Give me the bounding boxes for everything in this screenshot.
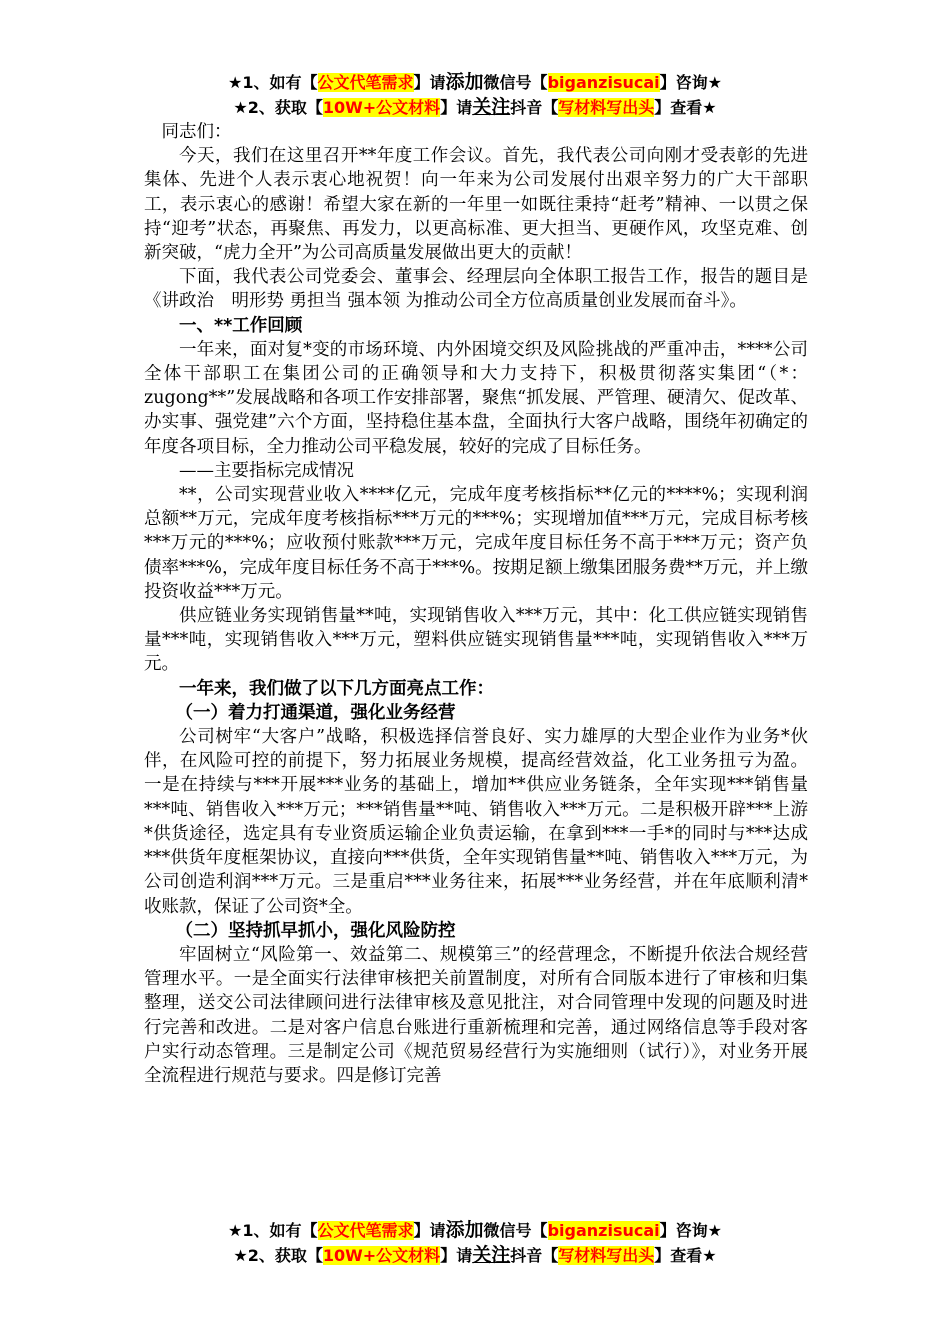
banner-text: 】查看★	[654, 98, 717, 117]
banner-emphasis: 添加	[445, 71, 484, 93]
banner-emphasis: 关注	[472, 96, 511, 118]
banner-text: 】请	[413, 73, 446, 92]
paragraph: 今天，我们在这里召开**年度工作会议。首先，我代表公司向刚才受表彰的先进集体、先进个人表示衷心地祝贺！向一年来为公司发展付出艰辛努力的广大干部职工，表示衷心的感谢！希望大家在新的一年里一如既往秉持“赶考”精神、一以贯之保持“迎考”状态，再聚焦、再发力，以更高标准、更大担当、更硬作风，攻坚克难、创新突破，“虎力全开”为公司高质量发展做出更大的贡献！	[144, 146, 808, 264]
document-body	[144, 120, 808, 1088]
banner-text: ★2、获取【	[233, 98, 323, 117]
bottom-banner-line-1	[0, 1218, 950, 1243]
banner-emphasis: 关注	[472, 1244, 511, 1266]
highlight-wechat-id: biganzisucai	[547, 73, 660, 92]
section-heading: 一年来，我们做了以下几方面亮点工作：	[179, 678, 494, 699]
highlight-ghostwriting: 公文代笔需求	[317, 73, 414, 92]
banner-text: ★2、获取【	[233, 1246, 323, 1265]
banner-text: 】请	[440, 1246, 473, 1265]
paragraph: **，公司实现营业收入****亿元，完成年度考核指标**亿元的****%；实现利润总额**万元，完成年度考核指标***万元的***%；实现增加值***万元，完成目标考核***万元的***%；应收预付账款***万元，完成年度目标任务不高于***万元；资产负债率***%，完成年度目标任务不高于***%。按期足额上缴集团服务费**万元，并上缴投资收益***万元。	[144, 485, 808, 602]
banner-text: ★1、如有【	[228, 1221, 318, 1240]
subsection-heading: （一）着力打通渠道，强化业务经营	[175, 702, 456, 723]
highlight-wechat-id: biganzisucai	[547, 1221, 660, 1240]
paragraph: 一年来，面对复*变的市场环境、内外困境交织及风险挑战的严重冲击，****公司全体干部职工在集团公司的正确领导和大力支持下，积极贯彻落实集团“（*：zugong**”发展战略和各项工作安排部署，聚焦“抓发展、严管理、硬清欠、促改革、办实事、强党建”六个方面，坚持稳住基本盘，全面执行大客户战略，围绕年初确定的年度各项目标，全力推动公司平稳发展，较好的完成了目标任务。	[144, 339, 808, 457]
banner-emphasis: 添加	[445, 1219, 484, 1241]
banner-text: 微信号【	[483, 1221, 548, 1240]
banner-text: 】请	[440, 98, 473, 117]
paragraph: 公司树牢“大客户”战略，积极选择信誉良好、实力雄厚的大型企业作为业务*伙伴，在风险可控的前提下，努力拓展业务规模，提高经营效益，化工业务扭亏为盈。一是在持续与***开展***业务的基础上，增加**供应业务链条，全年实现***销售量***吨、销售收入***万元；***销售量**吨、销售收入***万元。二是积极开辟***上游*供货途径，选定具有专业资质运输企业负责运输，在拿到***一手*的同时与***达成***供货年度框架协议，直接向***供货，全年实现销售量**吨、销售收入***万元，为公司创造利润***万元。三是重启***业务往来，拓展***业务经营，并在年底顺利清*收账款，保证了公司资*全。	[144, 727, 808, 917]
banner-text: 抖音【	[510, 98, 559, 117]
salutation: 同志们：	[161, 122, 232, 142]
highlight-douyin: 写材料写出头	[558, 1246, 655, 1265]
banner-text: 】咨询★	[659, 73, 722, 92]
paragraph: 供应链业务实现销售量**吨，实现销售收入***万元，其中：化工供应链实现销售量***吨，实现销售收入***万元，塑料供应链实现销售量***吨，实现销售收入***万元。	[144, 606, 808, 675]
banner-text: ★1、如有【	[228, 73, 318, 92]
top-banner-line-2	[0, 95, 950, 120]
section-heading: 一、**工作回顾	[179, 315, 303, 336]
highlight-materials: 10W+公文材料	[322, 1246, 441, 1265]
top-banner-line-1	[0, 70, 950, 95]
banner-text: 】查看★	[654, 1246, 717, 1265]
banner-text: 】请	[413, 1221, 446, 1240]
bottom-banner-line-2	[0, 1243, 950, 1268]
paragraph: ——主要指标完成情况	[179, 460, 354, 481]
paragraph: 牢固树立“风险第一、效益第二、规模第三”的经营理念，不断提升依法合规经营管理水平。一是全面实行法律审核把关前置制度，对所有合同版本进行了审核和归集整理，送交公司法律顾问进行法律审核及意见批注，对合同管理中发现的问题及时进行完善和改进。二是对客户信息台账进行重新梳理和完善，通过网络信息等手段对客户实行动态管理。三是制定公司《规范贸易经营行为实施细则（试行）》，对业务开展全流程进行规范与要求。四是修订完善	[144, 944, 808, 1086]
subsection-heading: （二）坚持抓早抓小，强化风险防控	[175, 920, 456, 941]
highlight-ghostwriting: 公文代笔需求	[317, 1221, 414, 1240]
paragraph: 下面，我代表公司党委会、董事会、经理层向全体职工报告工作，报告的题目是《讲政治 明形势 勇担当 强本领 为推动公司全方位高质量创业发展而奋斗》。	[144, 267, 808, 312]
banner-text: 】咨询★	[659, 1221, 722, 1240]
highlight-douyin: 写材料写出头	[558, 98, 655, 117]
highlight-materials: 10W+公文材料	[322, 98, 441, 117]
banner-text: 微信号【	[483, 73, 548, 92]
banner-text: 抖音【	[510, 1246, 559, 1265]
